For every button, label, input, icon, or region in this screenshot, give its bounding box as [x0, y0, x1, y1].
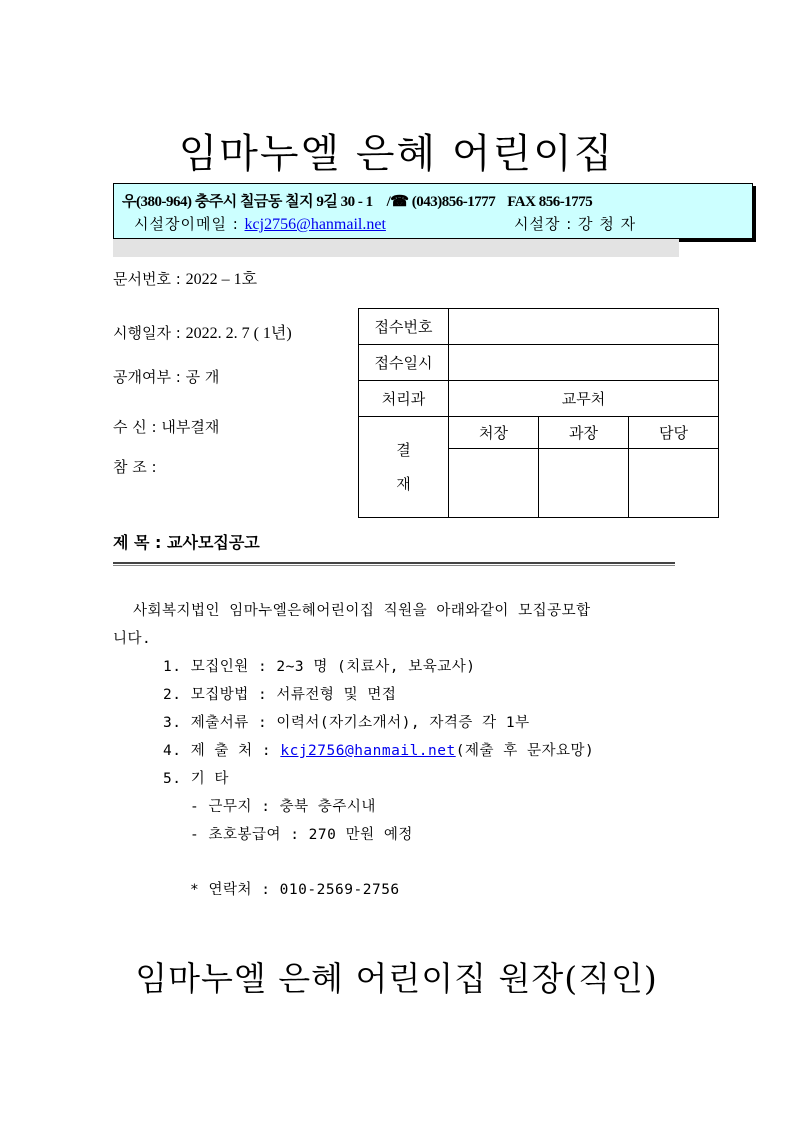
signer-manager-label: 과장: [539, 417, 629, 449]
item-submission: [163, 739, 594, 760]
issue-date: [113, 320, 292, 343]
phone-text: /☎ (043)856-1777: [386, 194, 496, 210]
header-info-box: [113, 183, 753, 239]
receipt-date-cell: [449, 345, 719, 381]
intro-line-2: 니다.: [113, 631, 152, 647]
submission-email-link[interactable]: kcj2756@hanmail.net: [280, 743, 456, 759]
subject-label: 제 목 :: [113, 533, 168, 552]
disclosure-label: 공개여부 :: [113, 368, 186, 386]
issue-date-value: 2022. 2. 7 ( 1년): [185, 325, 292, 342]
subject-divider: [113, 562, 675, 564]
item-recruit-method: 2. 모집방법 : 서류전형 및 면접: [163, 687, 397, 703]
department-value: 교무처: [449, 381, 719, 417]
signature-label-2: 재: [396, 475, 411, 493]
item-recruit-count: 1. 모집인원 : 2~3 명 (치료사, 보육교사): [163, 659, 476, 675]
recipient-label: 수 신 :: [113, 418, 162, 436]
receipt-number-cell: [449, 309, 719, 345]
item-etc: 5. 기 타: [163, 771, 229, 787]
signature-label-1: 결: [396, 441, 411, 459]
department-label: 처리과: [359, 381, 449, 417]
signer-director-label: 처장: [449, 417, 539, 449]
subject-value: 교사모집공고: [167, 533, 260, 552]
doc-number-value: 2022 – 1호: [185, 271, 258, 288]
email-link[interactable]: kcj2756@hanmail.net: [244, 216, 386, 233]
signer-director-sign-box: [449, 449, 539, 518]
approval-table: [358, 308, 719, 518]
signer-staff-sign-box: [629, 449, 719, 518]
intro-line-1: 사회복지법인 임마누엘은혜어린이집 직원을 아래와같이 모집공모합: [133, 603, 591, 619]
reference-label: 참 조 :: [113, 458, 157, 476]
receipt-date-label: 접수일시: [359, 345, 449, 381]
fax-text: FAX 856-1775: [507, 194, 593, 210]
director-text: 시설장 : 강 청 자: [514, 215, 637, 233]
signer-manager-sign-box: [539, 449, 629, 518]
doc-number-label: 문서번호 :: [113, 270, 186, 288]
disclosure: [113, 366, 219, 387]
item-documents: 3. 제출서류 : 이력서(자기소개서), 자격증 각 1부: [163, 715, 530, 731]
subject-line: [113, 530, 260, 553]
doc-number: [113, 266, 257, 289]
subject-divider-thin: [113, 565, 675, 566]
sub-item-salary: - 초호봉급여 : 270 만원 예정: [190, 827, 413, 843]
closing-signature: 임마누엘 은혜 어린이집 원장(직인): [135, 959, 658, 998]
email-label: 시설장이메일 :: [134, 215, 245, 233]
contact-line: * 연락처 : 010-2569-2756: [190, 882, 400, 898]
recipient-value: 내부결재: [161, 418, 220, 436]
signer-staff-label: 담당: [629, 417, 719, 449]
header-shadow-bar: [113, 239, 679, 257]
issue-date-label: 시행일자 :: [113, 324, 186, 342]
item-submission-label: 4. 제 출 처 :: [163, 743, 281, 759]
sub-item-workplace: - 근무지 : 충북 충주시내: [190, 799, 376, 815]
organization-title: 임마누엘 은혜 어린이집: [178, 131, 615, 177]
reference: [113, 456, 157, 477]
disclosure-value: 공 개: [185, 368, 220, 386]
header-email-line: [134, 213, 386, 234]
header-contact-line: [122, 190, 592, 211]
signature-label: [359, 417, 449, 518]
address-text: 우(380-964) 충주시 칠금동 칠지 9길 30 - 1: [122, 194, 373, 210]
recipient: [113, 416, 219, 437]
item-submission-note: (제출 후 문자요망): [455, 743, 595, 759]
receipt-number-label: 접수번호: [359, 309, 449, 345]
